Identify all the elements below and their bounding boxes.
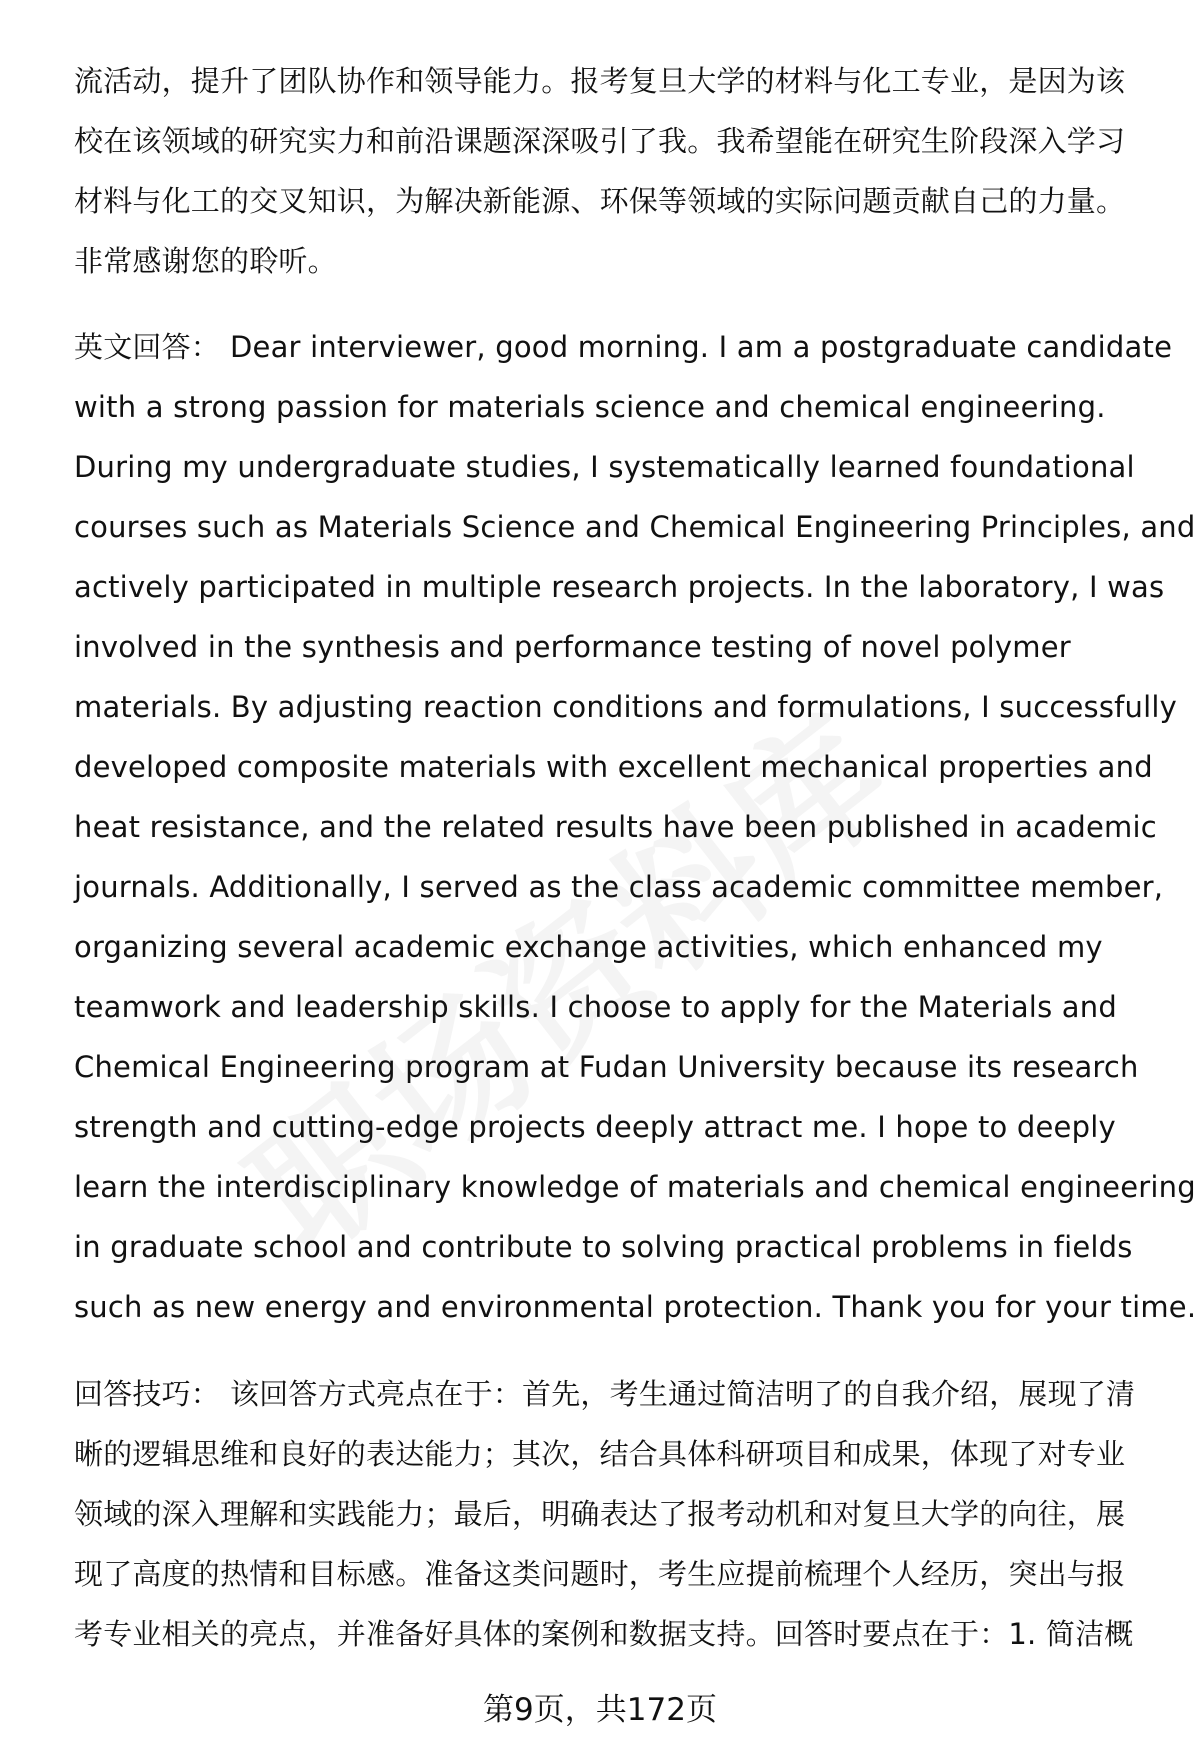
text-line: organizing several academic exchange activities, which enhanced my [74, 930, 1103, 964]
text-line: 考专业相关的亮点，并准备好具体的案例和数据支持。回答时要点在于：1. 简洁概 [74, 1617, 1134, 1651]
page-number-footer: 第9页，共172页 [483, 1692, 717, 1728]
paragraph-english-answer [74, 317, 1197, 1337]
text-line: 材料与化工的交叉知识，为解决新能源、环保等领域的实际问题贡献自己的力量。 [74, 184, 1126, 218]
answer-tips-label: 回答技巧： [74, 1377, 221, 1411]
text-line: in graduate school and contribute to solving practical problems in fields [74, 1230, 1133, 1264]
text-line: such as new energy and environmental protection. Thank you for your time. [74, 1290, 1197, 1324]
paragraph-chinese-answer-end [74, 51, 1154, 291]
text-line: materials. By adjusting reaction conditions and formulations, I successfully [74, 690, 1178, 724]
text-line: with a strong passion for materials science and chemical engineering. [74, 390, 1106, 424]
text-line: teamwork and leadership skills. I choose to apply for the Materials and [74, 990, 1117, 1024]
text-line-content: Dear interviewer, good morning. I am a postgraduate candidate [230, 330, 1173, 364]
english-answer-label: 英文回答： [74, 330, 221, 364]
text-line [74, 317, 1173, 377]
text-line: 晰的逻辑思维和良好的表达能力；其次，结合具体科研项目和成果，体现了对专业 [74, 1437, 1126, 1471]
text-line: 现了高度的热情和目标感。准备这类问题时，考生应提前梳理个人经历，突出与报 [74, 1557, 1126, 1591]
text-line: courses such as Materials Science and Chemical Engineering Principles, and [74, 510, 1196, 544]
text-line: journals. Additionally, I served as the class academic committee member, [74, 870, 1164, 904]
paragraph-answer-tips [74, 1364, 1154, 1664]
text-line: developed composite materials with excellent mechanical properties and [74, 750, 1153, 784]
text-line: 流活动，提升了团队协作和领导能力。报考复旦大学的材料与化工专业，是因为该 [74, 64, 1126, 98]
text-line: 非常感谢您的聆听。 [74, 244, 337, 278]
text-line-content: 该回答方式亮点在于：首先，考生通过简洁明了的自我介绍，展现了清 [230, 1377, 1136, 1411]
text-line [74, 1364, 1154, 1424]
text-line: heat resistance, and the related results have been published in academic [74, 810, 1157, 844]
text-line: 校在该领域的研究实力和前沿课题深深吸引了我。我希望能在研究生阶段深入学习 [74, 124, 1126, 158]
text-line: strength and cutting-edge projects deeply attract me. I hope to deeply [74, 1110, 1116, 1144]
text-line: Chemical Engineering program at Fudan University because its research [74, 1050, 1139, 1084]
text-line: involved in the synthesis and performance testing of novel polymer [74, 630, 1071, 664]
text-line: During my undergraduate studies, I systematically learned foundational [74, 450, 1135, 484]
text-line: 领域的深入理解和实践能力；最后，明确表达了报考动机和对复旦大学的向往，展 [74, 1497, 1126, 1531]
text-line: actively participated in multiple research projects. In the laboratory, I was [74, 570, 1165, 604]
text-line: learn the interdisciplinary knowledge of materials and chemical engineering [74, 1170, 1196, 1204]
